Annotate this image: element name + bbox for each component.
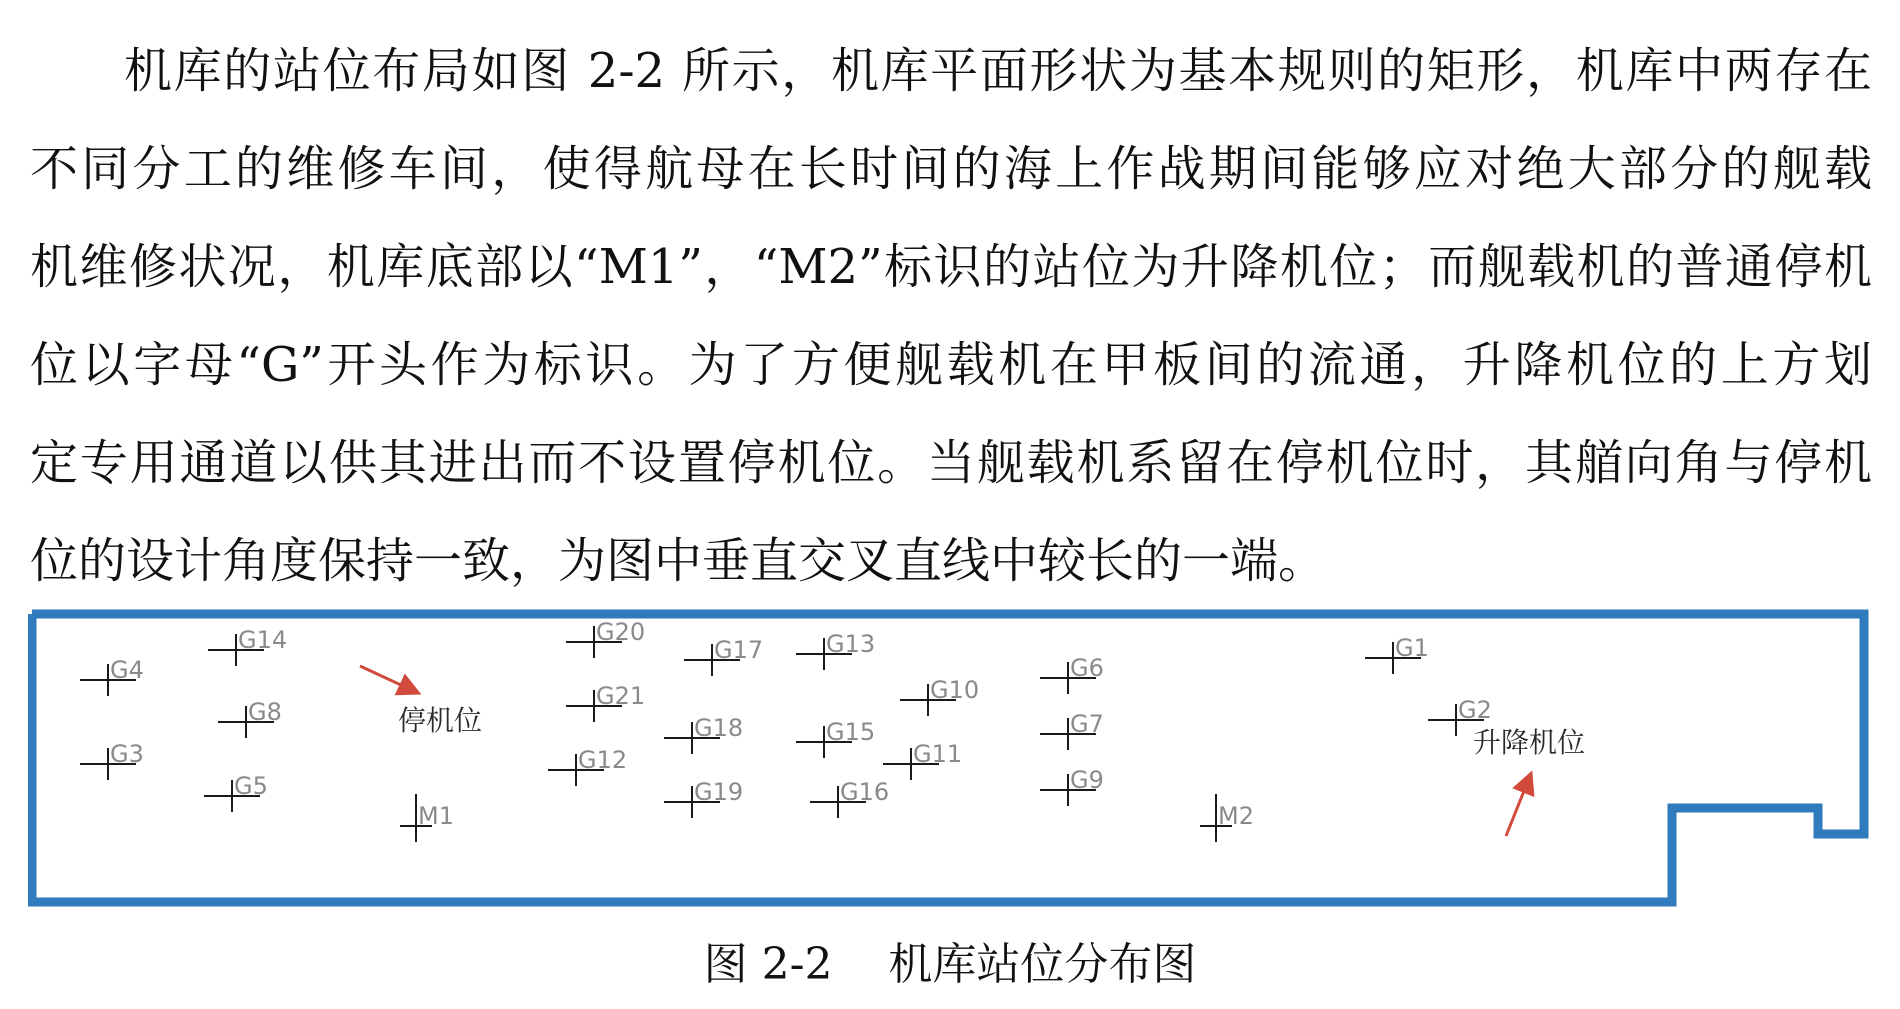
elevator-annotation-label: 升降机位 [1473,726,1586,759]
station-g3 [80,740,144,780]
station-label: G10 [930,676,980,704]
paragraph-line: 定专用通道以供其进出而不设置停机位。当舰载机系留在停机位时，其艏向角与停机 [30,435,1872,491]
station-label: G17 [714,636,764,664]
station-label: G21 [596,682,646,710]
parking-annotation-label: 停机位 [398,704,483,737]
figure-caption: 图 2-2 机库站位分布图 [703,939,1197,990]
station-g13 [796,630,875,670]
station-g15 [796,718,875,758]
station-label: G16 [840,778,890,806]
paragraph-line: 机维修状况，机库底部以“M1”，“M2”标识的站位为升降机位；而舰载机的普通停机 [30,239,1872,295]
station-g12 [548,746,627,786]
station-label: G18 [694,714,744,742]
station-label: G1 [1395,634,1429,662]
station-g5 [204,772,268,812]
paragraph-line: 不同分工的维修车间，使得航母在长时间的海上作战期间能够应对绝大部分的舰载 [30,141,1872,197]
station-label: G3 [110,740,144,768]
station-label: G19 [694,778,744,806]
hangar-diagram [28,608,1874,908]
station-g17 [684,636,763,676]
station-g11 [883,740,962,780]
station-label: M1 [418,802,454,830]
hangar-layout-figure [28,608,1874,908]
station-label: G6 [1070,654,1104,682]
paragraph-line: 位的设计角度保持一致，为图中垂直交叉直线中较长的一端。 [30,533,1327,589]
station-label: G5 [234,772,268,800]
station-label: G20 [596,618,646,646]
station-g16 [810,778,889,818]
station-g7 [1040,710,1104,750]
station-g18 [664,714,743,754]
station-label: G15 [826,718,876,746]
parking-annotation-arrow [360,666,416,692]
station-g6 [1040,654,1104,694]
station-label: G11 [913,740,963,768]
station-g19 [664,778,743,818]
station-label: G8 [248,698,282,726]
station-g9 [1040,766,1104,806]
station-label: G7 [1070,710,1104,738]
station-g14 [208,626,287,666]
paragraph-line: 机库的站位布局如图 2-2 所示，机库平面形状为基本规则的矩形，机库中两存在 [124,43,1872,99]
station-m1 [400,794,454,842]
station-g1 [1365,634,1429,674]
station-g4 [80,656,144,696]
body-paragraph [30,22,1872,610]
station-g10 [900,676,979,716]
station-label: G9 [1070,766,1104,794]
station-label: G14 [238,626,288,654]
station-label: G4 [110,656,144,684]
station-label: M2 [1218,802,1254,830]
station-g8 [218,698,282,738]
station-g20 [566,618,645,658]
station-label: G2 [1458,696,1492,724]
station-g21 [566,682,645,722]
elevator-annotation-arrow [1506,776,1530,836]
station-label: G13 [826,630,876,658]
station-m2 [1200,794,1254,842]
station-label: G12 [578,746,628,774]
paragraph-line: 位以字母“G”开头作为标识。为了方便舰载机在甲板间的流通，升降机位的上方划 [30,337,1872,393]
